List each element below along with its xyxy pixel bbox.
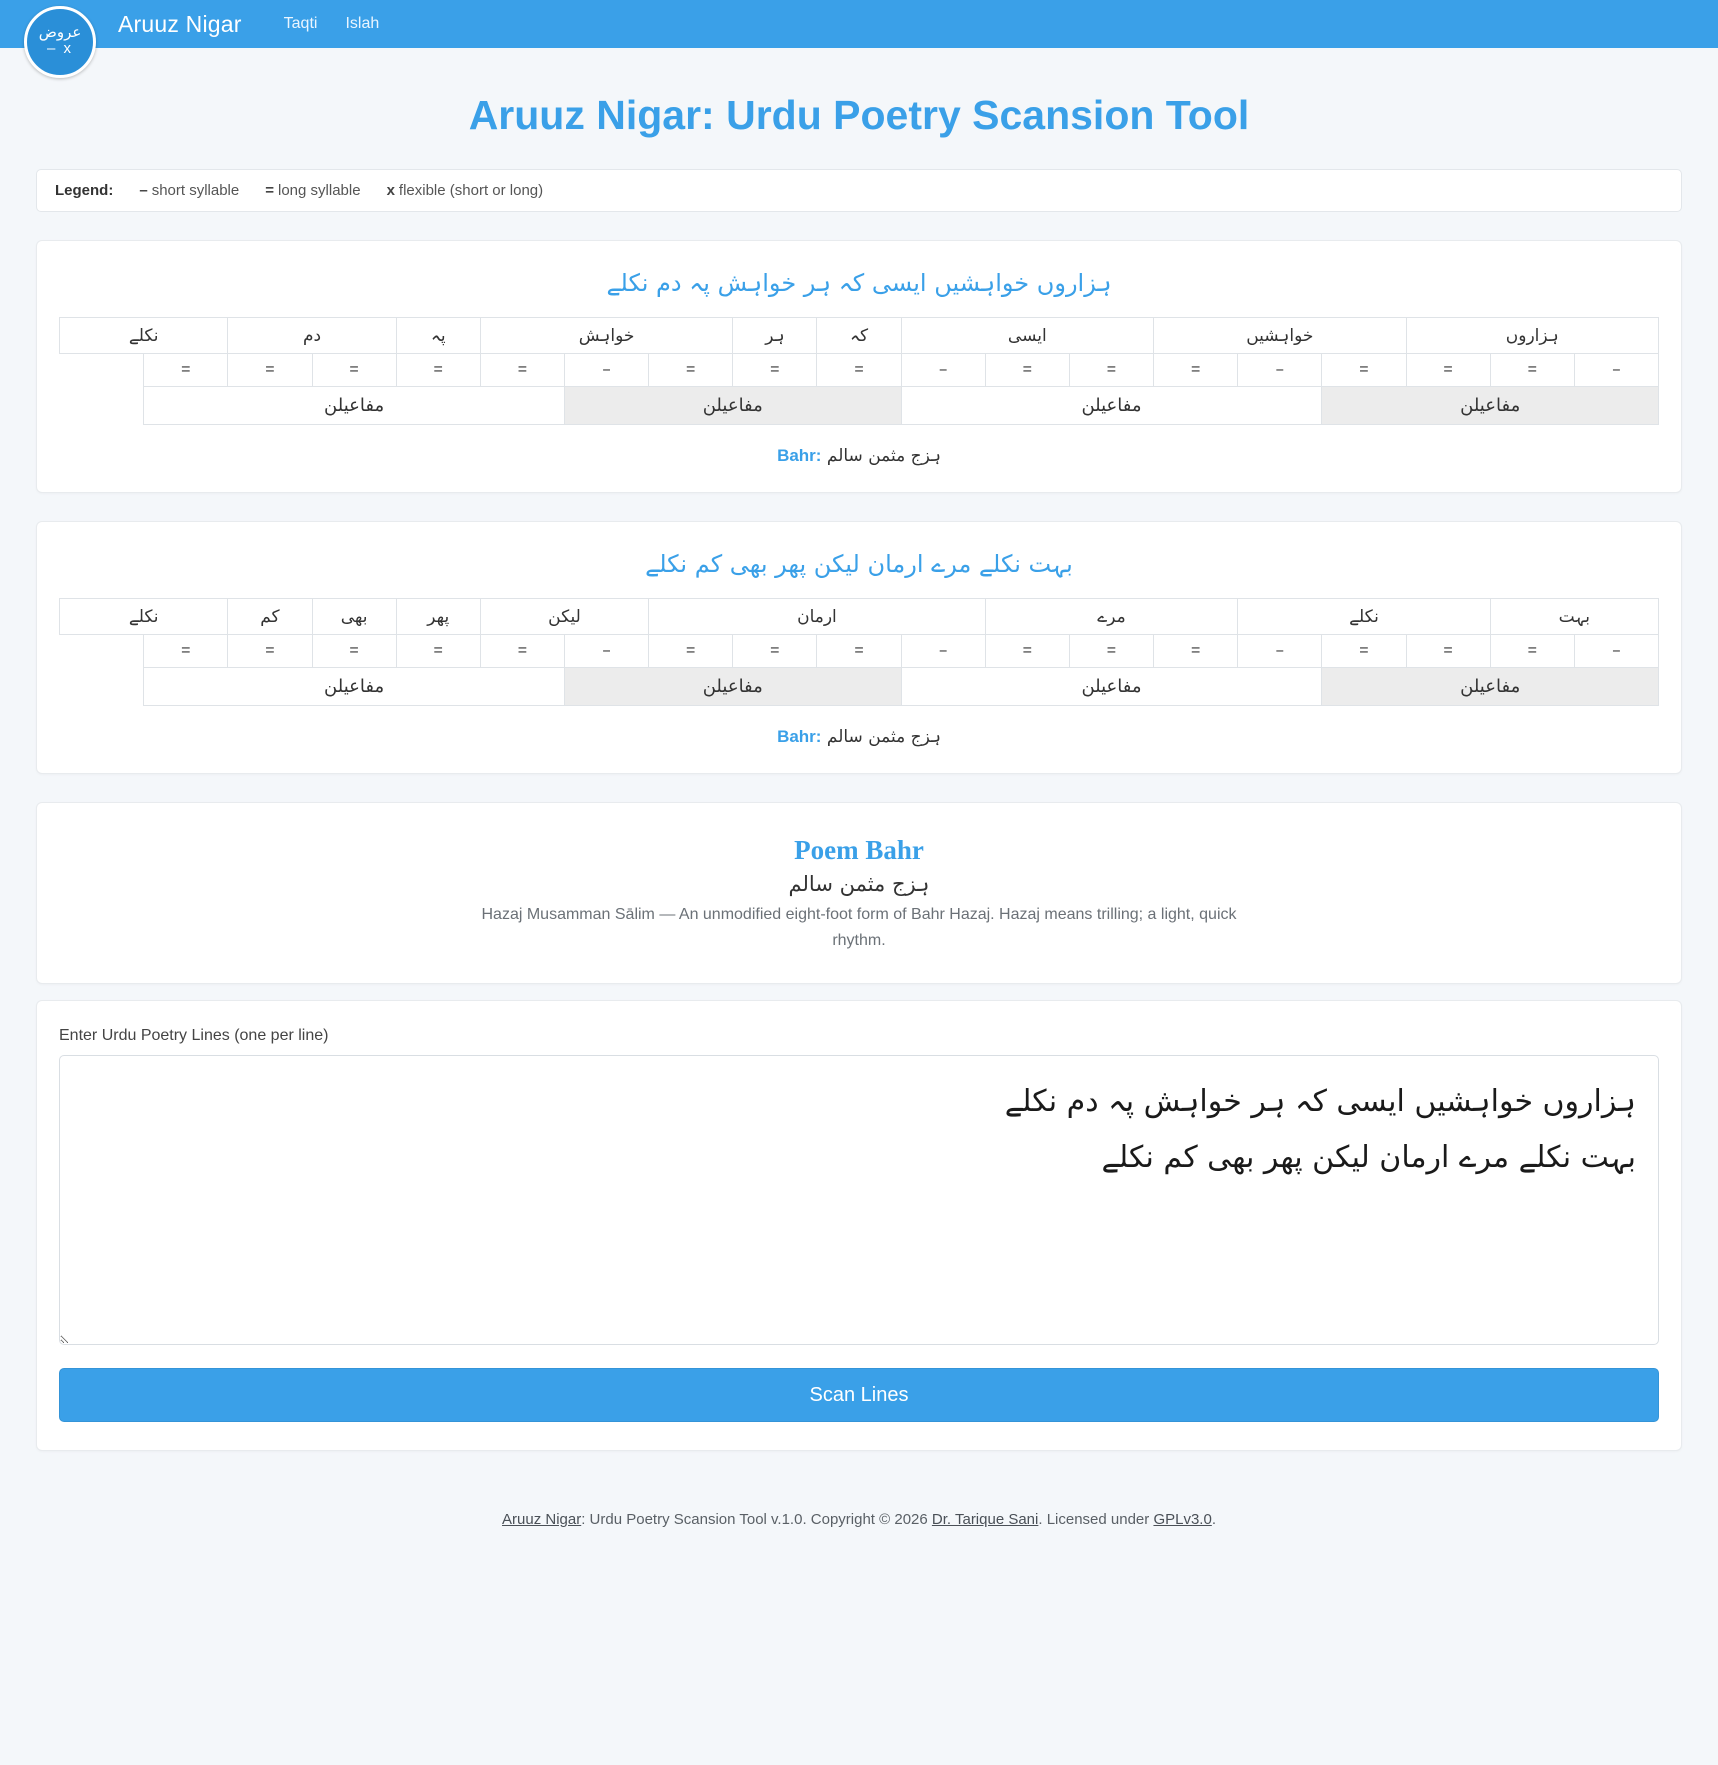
scansion-table <box>59 317 1659 425</box>
main-container <box>36 169 1682 1556</box>
scansion-mark-cell: = <box>985 354 1069 387</box>
scansion-word-cell: مرے <box>985 599 1237 635</box>
scansion-mark-cell: = <box>1322 354 1406 387</box>
scansion-mark-cell: = <box>312 635 396 668</box>
bahr-result <box>59 726 1659 747</box>
scansion-foot-cell: مفاعیلن <box>901 387 1322 425</box>
scansion-word-cell: خواہشیں <box>1154 318 1406 354</box>
scansion-word-cell: نکلے <box>1238 599 1490 635</box>
scansion-card <box>36 521 1682 774</box>
scansion-mark-cell: = <box>144 635 228 668</box>
poem-bahr-card <box>36 802 1682 984</box>
legend-symbol-flexible: x <box>386 182 395 199</box>
scansion-mark-cell: = <box>396 635 480 668</box>
scansion-word-cell: بہت <box>1490 599 1658 635</box>
scansion-mark-cell: = <box>817 354 901 387</box>
footer <box>36 1477 1682 1556</box>
scansion-words-row <box>60 318 1659 354</box>
footer-link-aruuz-nigar[interactable]: Aruuz Nigar <box>502 1511 582 1529</box>
scansion-foot-cell: مفاعیلن <box>1322 387 1659 425</box>
scansion-word-cell: پھر <box>396 599 480 635</box>
scansion-mark-cell: = <box>1154 354 1238 387</box>
navbar <box>0 0 1718 57</box>
scansion-mark-cell: = <box>733 354 817 387</box>
scansion-mark-cell: = <box>817 635 901 668</box>
scansion-mark-cell: – <box>1574 354 1658 387</box>
scansion-word-cell: خواہش <box>480 318 732 354</box>
scansion-mark-cell: = <box>480 354 564 387</box>
footer-text-3: . <box>1211 1511 1216 1529</box>
scansion-mark-cell: = <box>1406 354 1490 387</box>
scansion-mark-cell: = <box>396 354 480 387</box>
nav-link-taqti[interactable]: Taqti <box>283 15 318 32</box>
legend-symbol-long: = <box>265 182 274 199</box>
scansion-results <box>36 240 1682 774</box>
legend-bar <box>36 169 1682 212</box>
navbar-brand[interactable]: Aruuz Nigar <box>118 10 242 37</box>
scanned-line-text: ہزاروں خواہشیں ایسی کہ ہر خواہش پہ دم نکلے <box>606 269 1112 297</box>
scansion-mark-cell: – <box>1238 635 1322 668</box>
poem-bahr-urdu-name: ہزج مثمن سالم <box>788 872 930 896</box>
scansion-mark-cell: = <box>1069 354 1153 387</box>
scansion-mark-cell: – <box>564 354 648 387</box>
scansion-word-cell: نکلے <box>60 599 228 635</box>
scansion-table <box>59 598 1659 706</box>
navbar-links <box>284 15 380 33</box>
scansion-foot-cell: مفاعیلن <box>564 387 901 425</box>
scansion-word-cell: نکلے <box>60 318 228 354</box>
scansion-foot-cell: مفاعیلن <box>1322 668 1659 706</box>
scansion-mark-cell: = <box>1154 635 1238 668</box>
logo-glyph-bottom: – x <box>46 40 73 57</box>
scansion-mark-cell: = <box>985 635 1069 668</box>
scansion-mark-cell: – <box>901 354 985 387</box>
legend-text-short: short syllable <box>151 182 240 199</box>
footer-text-2: . Licensed under <box>1038 1511 1154 1529</box>
scansion-mark-cell: – <box>1238 354 1322 387</box>
scansion-word-cell: ہزاروں <box>1406 318 1658 354</box>
bahr-value: ہزج مثمن سالم <box>826 446 941 466</box>
bahr-label: Bahr: <box>777 446 822 465</box>
scansion-marks-row <box>60 635 1659 668</box>
scansion-word-cell: دم <box>228 318 396 354</box>
legend-title: Legend: <box>55 182 114 199</box>
scansion-word-cell: ارمان <box>649 599 986 635</box>
scansion-word-cell: بھی <box>312 599 396 635</box>
poem-bahr-description: Hazaj Musamman Sālim — An unmodified eight-foot form of Bahr Hazaj. Hazaj means trilling; a light, quick rhythm. <box>481 906 1237 949</box>
scansion-mark-cell: – <box>1574 635 1658 668</box>
legend-item-short <box>139 182 239 199</box>
legend-item-long <box>265 182 360 199</box>
bahr-result <box>59 445 1659 466</box>
legend-item-flexible <box>387 182 544 199</box>
scansion-foot-cell: مفاعیلن <box>564 668 901 706</box>
scansion-word-cell: پہ <box>396 318 480 354</box>
scansion-mark-cell: = <box>733 635 817 668</box>
scansion-foot-cell: مفاعیلن <box>144 387 565 425</box>
input-card <box>36 1000 1682 1451</box>
scansion-mark-cell: = <box>1490 354 1574 387</box>
legend-symbol-short: – <box>139 182 148 199</box>
app-logo-icon[interactable] <box>24 6 96 78</box>
scansion-mark-cell: = <box>1490 635 1574 668</box>
scansion-mark-cell: – <box>901 635 985 668</box>
poetry-input-label: Enter Urdu Poetry Lines (one per line) <box>59 1027 329 1045</box>
scanned-line-text: بہت نکلے مرے ارمان لیکن پھر بھی کم نکلے <box>645 550 1073 578</box>
scansion-mark-cell: = <box>480 635 564 668</box>
logo-glyph-top: عروض <box>38 24 82 42</box>
bahr-label: Bahr: <box>777 727 822 746</box>
scansion-foot-cell: مفاعیلن <box>144 668 565 706</box>
scansion-mark-cell: = <box>649 354 733 387</box>
scansion-card <box>36 240 1682 493</box>
scansion-mark-cell: = <box>1406 635 1490 668</box>
footer-text-1: : Urdu Poetry Scansion Tool v.1.0. Copyright © 2026 <box>581 1511 932 1529</box>
scansion-feet-row <box>60 387 1659 425</box>
scansion-word-cell: کہ <box>817 318 901 354</box>
scansion-mark-cell: = <box>144 354 228 387</box>
scansion-words-row <box>60 599 1659 635</box>
scansion-word-cell: ایسی <box>901 318 1153 354</box>
scansion-mark-cell: = <box>649 635 733 668</box>
footer-link-author[interactable]: Dr. Tarique Sani <box>931 1511 1039 1529</box>
scansion-marks-row <box>60 354 1659 387</box>
scansion-feet-row <box>60 668 1659 706</box>
scansion-mark-cell: – <box>564 635 648 668</box>
poetry-input[interactable] <box>59 1055 1659 1345</box>
bahr-value: ہزج مثمن سالم <box>826 727 941 747</box>
page-title: Aruuz Nigar: Urdu Poetry Scansion Tool <box>468 92 1250 138</box>
scansion-mark-cell: = <box>228 354 312 387</box>
legend-text-long: long syllable <box>278 182 361 199</box>
scansion-mark-cell: = <box>1322 635 1406 668</box>
legend-text-flexible: flexible (short or long) <box>398 182 544 199</box>
scansion-word-cell: لیکن <box>480 599 648 635</box>
scansion-word-cell: ہر <box>733 318 817 354</box>
footer-link-license[interactable]: GPLv3.0 <box>1153 1511 1212 1529</box>
scansion-word-cell: کم <box>228 599 312 635</box>
scan-lines-button[interactable]: Scan Lines <box>59 1368 1659 1422</box>
nav-link-islah[interactable]: Islah <box>345 15 380 32</box>
poem-bahr-heading: Poem Bahr <box>794 835 924 865</box>
scansion-mark-cell: = <box>312 354 396 387</box>
scansion-mark-cell: = <box>228 635 312 668</box>
scansion-foot-cell: مفاعیلن <box>901 668 1322 706</box>
scansion-mark-cell: = <box>1069 635 1153 668</box>
